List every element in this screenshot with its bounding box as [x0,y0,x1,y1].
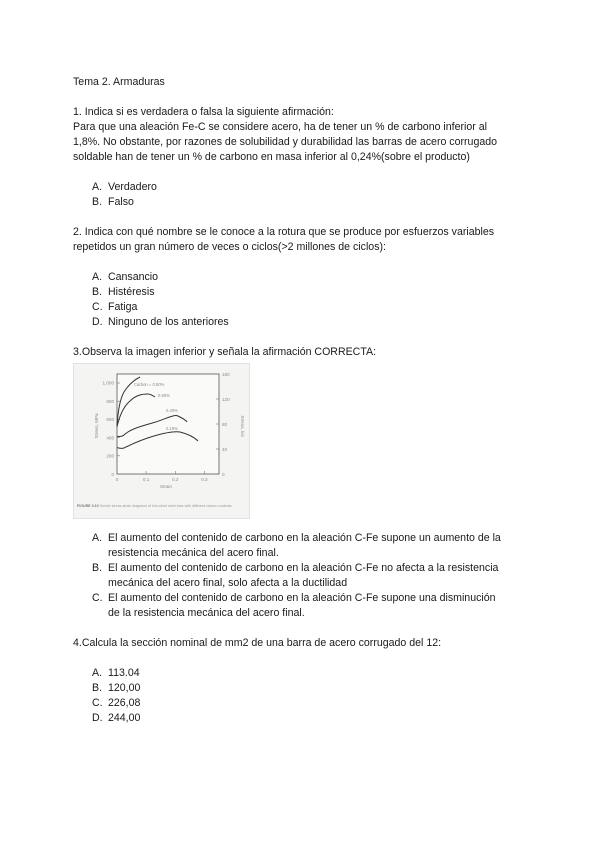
question-4 [73,636,533,726]
stress-strain-chart [74,364,249,518]
option-text: 226,08 [108,697,141,709]
svg-text:40: 40 [222,447,228,452]
option-text: 120,00 [108,682,141,694]
option-text: El aumento del contenido de carbono en la aleación C-Fe supone un aumento de la [108,532,501,544]
svg-text:0: 0 [115,477,119,482]
option-text: El aumento del contenido de carbono en la aleación C-Fe supone una disminución [108,592,496,604]
y-right-tick-labels [222,372,230,477]
option-letter: C. [92,697,103,709]
svg-text:80: 80 [222,422,228,427]
svg-text:120: 120 [222,397,230,402]
svg-text:200: 200 [106,453,114,459]
option-letter: B. [92,562,103,574]
figure-caption [77,504,247,509]
question-1-prompt: 1. Indica si es verdadera o falsa la siguiente afirmación: [73,106,334,118]
svg-text:400: 400 [106,435,114,441]
stress-strain-figure [73,363,250,519]
svg-text:160: 160 [222,372,230,377]
question-1 [73,105,533,210]
option-text-continued: mecánica del acero final, solo afecta a la ductilidad [108,577,348,589]
label-0-19: 0.19% [166,426,178,431]
svg-text:0: 0 [222,472,225,477]
option-b [92,681,533,696]
option-text: Histéresis [108,286,155,298]
document-page [73,75,533,726]
option-a [92,666,533,681]
option-text: El aumento del contenido de carbono en la aleación C-Fe no afecta a la resistencia [108,562,499,574]
option-letter: A. [92,181,103,193]
option-c [92,696,533,711]
svg-text:0.3: 0.3 [201,477,208,482]
option-text: Verdadero [108,181,157,193]
figure-caption-text: Tensile stress-strain diagrams of hot-rolled steel bars with different carbon contents. [99,504,233,508]
question-4-options [73,666,533,726]
question-2-options [73,270,533,330]
option-letter: B. [92,682,103,694]
svg-text:800: 800 [106,398,114,404]
plot-frame [117,374,219,474]
option-text-continued: resistencia mecánica del acero final. [108,547,279,559]
option-b [92,195,533,210]
option-letter: C. [92,301,103,313]
question-1-statement-line: 1,8%. No obstante, por razones de solubilidad y durabilidad las barras de acero corrugado [73,136,498,148]
option-text-continued: de la resistencia mecánica del acero final. [108,607,305,619]
option-c [92,300,533,315]
figure-caption-label: FIGURE 3.10 [77,504,99,508]
y-right-axis-label: Stress, ksi [240,415,245,437]
question-4-prompt: 4.Calcula la sección nominal de mm2 de una barra de acero corrugado del 12: [73,637,442,649]
question-2 [73,225,533,330]
option-d [92,711,533,726]
option-letter: D. [92,712,103,724]
option-a [92,270,533,285]
svg-text:1,000: 1,000 [102,380,114,386]
option-text: 113.04 [108,667,140,679]
option-letter: B. [92,286,103,298]
question-3-options [73,531,533,621]
question-3 [73,345,533,621]
document-title: Tema 2. Armaduras [73,76,165,88]
svg-text:0.1: 0.1 [142,477,150,482]
label-0-80: Carbon = 0.80% [134,382,165,387]
option-letter: B. [92,196,103,208]
svg-text:0.2: 0.2 [172,477,179,482]
option-letter: C. [92,592,103,604]
label-0-40: 0.40% [166,408,178,413]
option-letter: A. [92,532,103,544]
option-text: Ninguno de los anteriores [108,316,229,328]
option-text: Fatiga [108,301,138,313]
svg-text:0: 0 [111,472,114,477]
x-tick-labels [116,477,208,482]
question-2-prompt-line: repetidos un gran número de veces o ciclos(>2 millones de ciclos): [73,241,386,253]
option-letter: A. [92,271,103,283]
option-a [92,531,533,561]
question-1-statement-line: Para que una aleación Fe-C se considere acero, ha de tener un % de carbono inferior al [73,121,487,133]
question-1-options [73,180,533,210]
label-0-60: 0.60% [158,393,170,398]
y-left-tick-labels [103,381,115,477]
option-letter: D. [92,316,103,328]
x-axis-label: Strain [159,484,173,489]
option-text: 244,00 [108,712,141,724]
question-1-statement-line: soldable han de tener un % de carbono en masa inferior al 0,24%(sobre el producto) [73,151,470,163]
option-b [92,561,533,591]
option-a [92,180,533,195]
option-text: Cansancio [108,271,159,283]
option-c [92,591,533,621]
option-text: Falso [108,196,134,208]
option-b [92,285,533,300]
option-d [92,315,533,330]
y-left-axis-label: Stress, MPa [94,413,99,439]
option-letter: A. [92,667,103,679]
question-3-prompt: 3.Observa la imagen inferior y señala la afirmación CORRECTA: [73,346,377,358]
question-2-prompt: 2. Indica con qué nombre se le conoce a la rotura que se produce por esfuerzos variables [73,226,495,238]
svg-text:600: 600 [106,417,114,423]
